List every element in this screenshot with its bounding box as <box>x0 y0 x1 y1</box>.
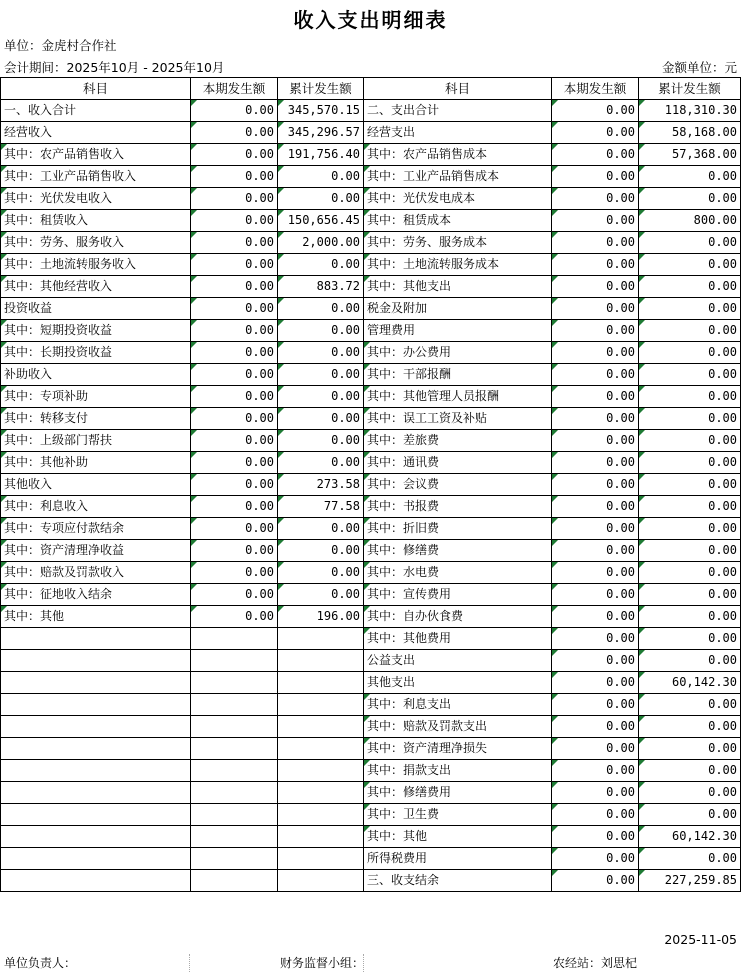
expense-cumulative-amount: 0.00 <box>639 694 741 716</box>
expense-current-amount: 0.00 <box>552 232 639 254</box>
expense-cumulative-amount: 0.00 <box>639 166 741 188</box>
expense-current-amount: 0.00 <box>552 188 639 210</box>
table-row <box>1 320 741 342</box>
expense-cumulative-amount: 57,368.00 <box>639 144 741 166</box>
income-empty-cell <box>278 870 364 892</box>
expense-current-amount: 0.00 <box>552 738 639 760</box>
expense-subject-cell: 公益支出 <box>364 650 552 672</box>
expense-cumulative-amount: 227,259.85 <box>639 870 741 892</box>
income-empty-cell <box>278 826 364 848</box>
table-row <box>1 738 741 760</box>
expense-subject-cell: 其中：其他 <box>364 826 552 848</box>
expense-subject-cell: 其中：通讯费 <box>364 452 552 474</box>
table-row <box>1 342 741 364</box>
expense-current-amount: 0.00 <box>552 210 639 232</box>
responsible-person: 单位负责人： <box>4 956 77 970</box>
income-current-amount: 0.00 <box>191 254 278 276</box>
expense-subject-cell: 其中：利息支出 <box>364 694 552 716</box>
expense-cumulative-amount: 0.00 <box>639 562 741 584</box>
expense-cumulative-amount: 0.00 <box>639 430 741 452</box>
income-empty-cell <box>278 848 364 870</box>
expense-current-amount: 0.00 <box>552 848 639 870</box>
income-cumulative-amount: 0.00 <box>278 430 364 452</box>
expense-subject-cell: 其中：劳务、服务成本 <box>364 232 552 254</box>
expense-subject-cell: 其中：折旧费 <box>364 518 552 540</box>
expense-current-amount: 0.00 <box>552 716 639 738</box>
income-current-amount: 0.00 <box>191 562 278 584</box>
expense-cumulative-amount: 0.00 <box>639 518 741 540</box>
table-row <box>1 672 741 694</box>
expense-cumulative-amount: 0.00 <box>639 386 741 408</box>
income-empty-cell <box>191 716 278 738</box>
income-current-amount: 0.00 <box>191 584 278 606</box>
expense-cumulative-amount: 0.00 <box>639 474 741 496</box>
income-current-amount: 0.00 <box>191 474 278 496</box>
expense-cumulative-amount: 800.00 <box>639 210 741 232</box>
income-empty-cell <box>191 760 278 782</box>
income-empty-cell <box>191 804 278 826</box>
table-row <box>1 804 741 826</box>
expense-subject-cell: 其中：书报费 <box>364 496 552 518</box>
expense-cumulative-amount: 58,168.00 <box>639 122 741 144</box>
expense-current-amount: 0.00 <box>552 100 639 122</box>
expense-current-amount: 0.00 <box>552 276 639 298</box>
income-cumulative-amount: 273.58 <box>278 474 364 496</box>
table-row <box>1 254 741 276</box>
expense-cumulative-amount: 0.00 <box>639 452 741 474</box>
income-subject-cell: 补助收入 <box>1 364 191 386</box>
income-empty-cell <box>191 738 278 760</box>
expense-cumulative-amount: 0.00 <box>639 254 741 276</box>
income-subject-cell: 经营收入 <box>1 122 191 144</box>
income-empty-cell <box>278 738 364 760</box>
expense-subject-cell: 三、收支结余 <box>364 870 552 892</box>
expense-current-amount: 0.00 <box>552 474 639 496</box>
income-cumulative-amount: 0.00 <box>278 364 364 386</box>
table-row <box>1 826 741 848</box>
expense-current-amount: 0.00 <box>552 386 639 408</box>
expense-subject-cell: 税金及附加 <box>364 298 552 320</box>
income-cumulative-amount: 77.58 <box>278 496 364 518</box>
table-row <box>1 166 741 188</box>
income-cumulative-amount: 0.00 <box>278 254 364 276</box>
expense-subject-cell: 其中：其他支出 <box>364 276 552 298</box>
income-subject-cell: 一、收入合计 <box>1 100 191 122</box>
expense-cumulative-amount: 0.00 <box>639 232 741 254</box>
expense-cumulative-amount: 0.00 <box>639 716 741 738</box>
expense-cumulative-amount: 0.00 <box>639 848 741 870</box>
table-row <box>1 386 741 408</box>
table-row <box>1 606 741 628</box>
expense-cumulative-amount: 0.00 <box>639 320 741 342</box>
table-row <box>1 760 741 782</box>
expense-cumulative-amount: 0.00 <box>639 496 741 518</box>
expense-cumulative-amount: 60,142.30 <box>639 826 741 848</box>
income-empty-cell <box>278 650 364 672</box>
income-subject-cell: 其中：土地流转服务收入 <box>1 254 191 276</box>
table-row <box>1 496 741 518</box>
income-empty-cell <box>1 870 191 892</box>
income-cumulative-amount: 0.00 <box>278 188 364 210</box>
agri-station: 农经站：刘思杞 <box>553 956 638 970</box>
table-row <box>1 430 741 452</box>
income-cumulative-amount: 0.00 <box>278 166 364 188</box>
expense-current-amount: 0.00 <box>552 826 639 848</box>
table-row <box>1 210 741 232</box>
col-header-cumulative-right: 累计发生额 <box>639 78 741 100</box>
table-row <box>1 650 741 672</box>
table-row <box>1 518 741 540</box>
income-cumulative-amount: 0.00 <box>278 584 364 606</box>
expense-subject-cell: 其中：光伏发电成本 <box>364 188 552 210</box>
table-row <box>1 364 741 386</box>
income-current-amount: 0.00 <box>191 496 278 518</box>
expense-current-amount: 0.00 <box>552 364 639 386</box>
expense-current-amount: 0.00 <box>552 298 639 320</box>
expense-cumulative-amount: 0.00 <box>639 650 741 672</box>
expense-subject-cell: 其中：农产品销售成本 <box>364 144 552 166</box>
table-row <box>1 474 741 496</box>
col-header-cumulative-left: 累计发生额 <box>278 78 364 100</box>
income-empty-cell <box>1 804 191 826</box>
expense-subject-cell: 其中：误工工资及补贴 <box>364 408 552 430</box>
income-empty-cell <box>1 848 191 870</box>
income-empty-cell <box>278 760 364 782</box>
income-empty-cell <box>191 628 278 650</box>
expense-current-amount: 0.00 <box>552 760 639 782</box>
income-subject-cell: 其中：资产清理净收益 <box>1 540 191 562</box>
table-row <box>1 122 741 144</box>
income-empty-cell <box>278 628 364 650</box>
income-cumulative-amount: 0.00 <box>278 562 364 584</box>
income-empty-cell <box>278 672 364 694</box>
income-cumulative-amount: 191,756.40 <box>278 144 364 166</box>
table-row <box>1 452 741 474</box>
expense-subject-cell: 其中：土地流转服务成本 <box>364 254 552 276</box>
expense-current-amount: 0.00 <box>552 870 639 892</box>
unit-name: 单位：金虎村合作社 <box>4 38 117 53</box>
income-cumulative-amount: 0.00 <box>278 342 364 364</box>
expense-current-amount: 0.00 <box>552 584 639 606</box>
expense-current-amount: 0.00 <box>552 628 639 650</box>
signature-footer <box>0 954 741 972</box>
income-subject-cell: 其中：其他 <box>1 606 191 628</box>
income-subject-cell: 其中：劳务、服务收入 <box>1 232 191 254</box>
expense-subject-cell: 二、支出合计 <box>364 100 552 122</box>
income-current-amount: 0.00 <box>191 606 278 628</box>
income-empty-cell <box>191 672 278 694</box>
table-row <box>1 848 741 870</box>
expense-cumulative-amount: 0.00 <box>639 760 741 782</box>
table-row <box>1 276 741 298</box>
expense-cumulative-amount: 0.00 <box>639 628 741 650</box>
expense-subject-cell: 其中：水电费 <box>364 562 552 584</box>
table-row <box>1 694 741 716</box>
income-subject-cell: 其他收入 <box>1 474 191 496</box>
income-empty-cell <box>1 826 191 848</box>
income-subject-cell: 其中：工业产品销售收入 <box>1 166 191 188</box>
income-cumulative-amount: 0.00 <box>278 320 364 342</box>
income-subject-cell: 其中：长期投资收益 <box>1 342 191 364</box>
expense-subject-cell: 其中：宣传费用 <box>364 584 552 606</box>
income-cumulative-amount: 2,000.00 <box>278 232 364 254</box>
expense-current-amount: 0.00 <box>552 430 639 452</box>
expense-cumulative-amount: 0.00 <box>639 782 741 804</box>
table-row <box>1 782 741 804</box>
col-header-current-left: 本期发生额 <box>191 78 278 100</box>
income-empty-cell <box>191 782 278 804</box>
expense-current-amount: 0.00 <box>552 408 639 430</box>
income-cumulative-amount: 196.00 <box>278 606 364 628</box>
income-current-amount: 0.00 <box>191 386 278 408</box>
expense-cumulative-amount: 60,142.30 <box>639 672 741 694</box>
income-subject-cell: 其中：其他补助 <box>1 452 191 474</box>
expense-subject-cell: 管理费用 <box>364 320 552 342</box>
expense-current-amount: 0.00 <box>552 562 639 584</box>
income-empty-cell <box>1 716 191 738</box>
table-row <box>1 100 741 122</box>
income-empty-cell <box>1 672 191 694</box>
expense-subject-cell: 经营支出 <box>364 122 552 144</box>
income-current-amount: 0.00 <box>191 408 278 430</box>
expense-subject-cell: 其中：捐款支出 <box>364 760 552 782</box>
income-current-amount: 0.00 <box>191 430 278 452</box>
expense-subject-cell: 其中：资产清理净损失 <box>364 738 552 760</box>
expense-subject-cell: 其中：工业产品销售成本 <box>364 166 552 188</box>
income-cumulative-amount: 0.00 <box>278 386 364 408</box>
income-empty-cell <box>191 848 278 870</box>
income-empty-cell <box>191 650 278 672</box>
expense-current-amount: 0.00 <box>552 166 639 188</box>
expense-current-amount: 0.00 <box>552 144 639 166</box>
expense-subject-cell: 其中：修缮费用 <box>364 782 552 804</box>
income-current-amount: 0.00 <box>191 232 278 254</box>
table-row <box>1 188 741 210</box>
table-row <box>1 628 741 650</box>
income-cumulative-amount: 345,296.57 <box>278 122 364 144</box>
income-current-amount: 0.00 <box>191 188 278 210</box>
table-header-row <box>1 78 741 100</box>
expense-subject-cell: 所得税费用 <box>364 848 552 870</box>
table-row <box>1 584 741 606</box>
expense-subject-cell: 其中：其他费用 <box>364 628 552 650</box>
report-title: 收入支出明细表 <box>293 8 448 32</box>
expense-cumulative-amount: 0.00 <box>639 540 741 562</box>
expense-current-amount: 0.00 <box>552 804 639 826</box>
income-current-amount: 0.00 <box>191 166 278 188</box>
income-empty-cell <box>278 716 364 738</box>
expense-subject-cell: 其中：干部报酬 <box>364 364 552 386</box>
expense-current-amount: 0.00 <box>552 320 639 342</box>
income-current-amount: 0.00 <box>191 342 278 364</box>
income-subject-cell: 其中：赔款及罚款收入 <box>1 562 191 584</box>
income-cumulative-amount: 150,656.45 <box>278 210 364 232</box>
expense-subject-cell: 其中：卫生费 <box>364 804 552 826</box>
expense-current-amount: 0.00 <box>552 342 639 364</box>
income-empty-cell <box>278 694 364 716</box>
income-empty-cell <box>191 694 278 716</box>
col-header-subject-left: 科目 <box>1 78 191 100</box>
expense-subject-cell: 其中：租赁成本 <box>364 210 552 232</box>
income-subject-cell: 其中：上级部门帮扶 <box>1 430 191 452</box>
expense-current-amount: 0.00 <box>552 672 639 694</box>
expense-current-amount: 0.00 <box>552 518 639 540</box>
income-current-amount: 0.00 <box>191 518 278 540</box>
expense-subject-cell: 其中：办公费用 <box>364 342 552 364</box>
expense-subject-cell: 其他支出 <box>364 672 552 694</box>
income-current-amount: 0.00 <box>191 276 278 298</box>
income-current-amount: 0.00 <box>191 144 278 166</box>
supervision-group: 财务监督小组： <box>280 956 365 970</box>
expense-current-amount: 0.00 <box>552 254 639 276</box>
expense-subject-cell: 其中：会议费 <box>364 474 552 496</box>
income-cumulative-amount: 0.00 <box>278 540 364 562</box>
income-current-amount: 0.00 <box>191 452 278 474</box>
table-row <box>1 716 741 738</box>
table-row <box>1 540 741 562</box>
footer-divider <box>189 954 190 972</box>
income-subject-cell: 其中：利息收入 <box>1 496 191 518</box>
table-row <box>1 144 741 166</box>
expense-cumulative-amount: 118,310.30 <box>639 100 741 122</box>
income-subject-cell: 其中：光伏发电收入 <box>1 188 191 210</box>
expense-subject-cell: 其中：差旅费 <box>364 430 552 452</box>
income-subject-cell: 其中：短期投资收益 <box>1 320 191 342</box>
table-row <box>1 870 741 892</box>
accounting-period: 会计期间：2025年10月 - 2025年10月 <box>4 60 225 75</box>
income-current-amount: 0.00 <box>191 210 278 232</box>
expense-current-amount: 0.00 <box>552 694 639 716</box>
income-cumulative-amount: 345,570.15 <box>278 100 364 122</box>
amount-unit: 金额单位：元 <box>661 60 737 75</box>
table-row <box>1 408 741 430</box>
income-cumulative-amount: 0.00 <box>278 408 364 430</box>
footer-divider <box>363 954 364 972</box>
income-empty-cell <box>191 826 278 848</box>
expense-current-amount: 0.00 <box>552 496 639 518</box>
income-subject-cell: 其中：农产品销售收入 <box>1 144 191 166</box>
income-subject-cell: 其中：征地收入结余 <box>1 584 191 606</box>
expense-cumulative-amount: 0.00 <box>639 606 741 628</box>
income-current-amount: 0.00 <box>191 298 278 320</box>
expense-cumulative-amount: 0.00 <box>639 276 741 298</box>
table-row <box>1 562 741 584</box>
expense-current-amount: 0.00 <box>552 122 639 144</box>
income-empty-cell <box>1 738 191 760</box>
expense-cumulative-amount: 0.00 <box>639 804 741 826</box>
income-cumulative-amount: 883.72 <box>278 276 364 298</box>
expense-current-amount: 0.00 <box>552 540 639 562</box>
expense-cumulative-amount: 0.00 <box>639 188 741 210</box>
table-row <box>1 232 741 254</box>
income-cumulative-amount: 0.00 <box>278 518 364 540</box>
report-date: 2025-11-05 <box>664 932 737 947</box>
income-subject-cell: 其中：专项应付款结余 <box>1 518 191 540</box>
expense-cumulative-amount: 0.00 <box>639 584 741 606</box>
expense-current-amount: 0.00 <box>552 452 639 474</box>
expense-subject-cell: 其中：其他管理人员报酬 <box>364 386 552 408</box>
income-empty-cell <box>1 782 191 804</box>
income-cumulative-amount: 0.00 <box>278 452 364 474</box>
expense-cumulative-amount: 0.00 <box>639 408 741 430</box>
expense-subject-cell: 其中：赔款及罚款支出 <box>364 716 552 738</box>
table-row <box>1 298 741 320</box>
expense-current-amount: 0.00 <box>552 606 639 628</box>
col-header-current-right: 本期发生额 <box>552 78 639 100</box>
expense-subject-cell: 其中：自办伙食费 <box>364 606 552 628</box>
expense-current-amount: 0.00 <box>552 650 639 672</box>
income-empty-cell <box>278 782 364 804</box>
expense-cumulative-amount: 0.00 <box>639 342 741 364</box>
income-current-amount: 0.00 <box>191 100 278 122</box>
income-subject-cell: 其中：专项补助 <box>1 386 191 408</box>
income-subject-cell: 其中：其他经营收入 <box>1 276 191 298</box>
income-current-amount: 0.00 <box>191 540 278 562</box>
col-header-subject-right: 科目 <box>364 78 552 100</box>
expense-subject-cell: 其中：修缮费 <box>364 540 552 562</box>
income-subject-cell: 投资收益 <box>1 298 191 320</box>
income-current-amount: 0.00 <box>191 320 278 342</box>
income-cumulative-amount: 0.00 <box>278 298 364 320</box>
income-current-amount: 0.00 <box>191 364 278 386</box>
income-empty-cell <box>278 804 364 826</box>
income-subject-cell: 其中：转移支付 <box>1 408 191 430</box>
expense-cumulative-amount: 0.00 <box>639 738 741 760</box>
income-subject-cell: 其中：租赁收入 <box>1 210 191 232</box>
expense-current-amount: 0.00 <box>552 782 639 804</box>
income-empty-cell <box>1 694 191 716</box>
expense-cumulative-amount: 0.00 <box>639 364 741 386</box>
expense-cumulative-amount: 0.00 <box>639 298 741 320</box>
income-current-amount: 0.00 <box>191 122 278 144</box>
income-empty-cell <box>1 760 191 782</box>
income-expense-table <box>0 77 741 892</box>
income-empty-cell <box>1 650 191 672</box>
income-empty-cell <box>1 628 191 650</box>
income-empty-cell <box>191 870 278 892</box>
